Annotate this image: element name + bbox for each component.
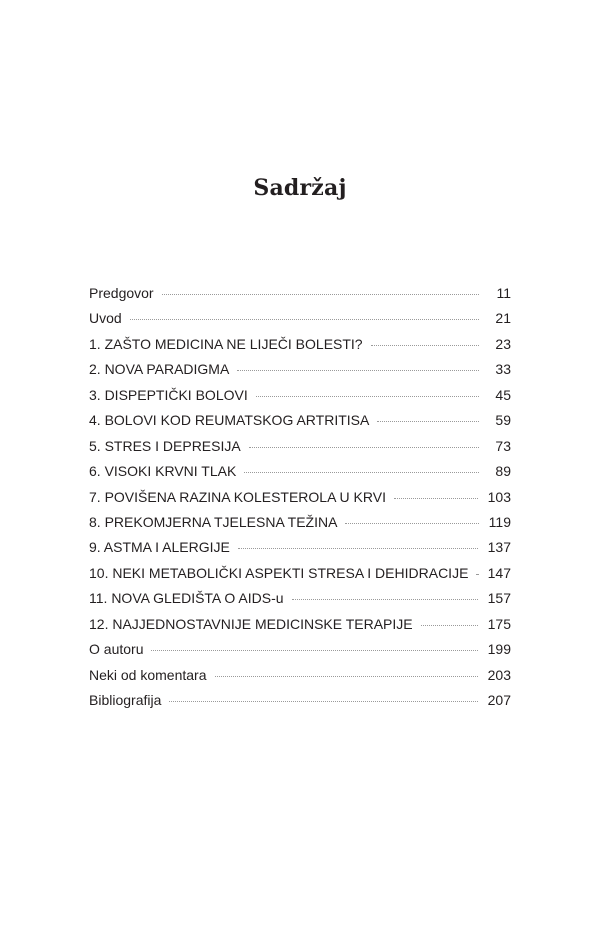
toc-page-number: 103 <box>487 488 511 505</box>
toc-entry-title: 4. BOLOVI KOD REUMATSKOG ARTRITISA <box>89 412 370 429</box>
toc-page-number: 119 <box>488 513 511 530</box>
toc-page-number: 199 <box>487 641 511 658</box>
toc-page-number: 157 <box>487 590 511 607</box>
toc-page-number: 207 <box>487 692 511 708</box>
toc-entry <box>89 283 511 308</box>
toc-entry-title: 12. NAJJEDNOSTAVNIJE MEDICINSKE TERAPIJE <box>89 615 413 632</box>
dot-leader <box>476 574 477 575</box>
toc-entry-title: Predgovor <box>89 285 154 301</box>
dot-leader <box>169 701 477 702</box>
toc-entry-title: 7. POVIŠENA RAZINA KOLESTEROLA U KRVI <box>89 488 386 505</box>
dot-leader <box>130 319 479 320</box>
toc-entry-title: Bibliografija <box>89 692 162 708</box>
dot-leader <box>345 523 478 524</box>
toc-entry-title: 9. ASTMA I ALERGIJE <box>89 539 230 556</box>
table-of-contents <box>89 283 511 715</box>
dot-leader <box>371 345 479 346</box>
toc-page-number: 33 <box>495 361 511 378</box>
toc-page-number: 45 <box>495 386 511 403</box>
dot-leader <box>244 472 479 473</box>
page-title: Sadržaj <box>253 174 347 201</box>
toc-entry <box>89 410 511 435</box>
toc-page-number: 73 <box>495 437 511 454</box>
toc-entry <box>89 665 511 690</box>
toc-entry <box>89 614 511 639</box>
toc-entry-title: 1. ZAŠTO MEDICINA NE LIJEČI BOLESTI? <box>89 335 363 352</box>
toc-page-number: 59 <box>495 412 511 429</box>
toc-page-number: 203 <box>487 666 511 683</box>
toc-entry <box>89 690 511 715</box>
toc-entry <box>89 639 511 664</box>
toc-entry-title: 8. PREKOMJERNA TJELESNA TEŽINA <box>89 513 338 530</box>
toc-entry-title: Uvod <box>89 310 122 327</box>
dot-leader <box>237 370 479 371</box>
toc-entry <box>89 385 511 410</box>
toc-page-number: 137 <box>487 539 511 556</box>
toc-entry <box>89 308 511 333</box>
toc-entry-title: 6. VISOKI KRVNI TLAK <box>89 463 237 480</box>
toc-page-number: 11 <box>496 285 511 301</box>
dot-leader <box>215 676 478 677</box>
toc-page-number: 23 <box>495 335 511 352</box>
toc-entry-title: 10. NEKI METABOLIČKI ASPEKTI STRESA I DEHIDRACIJE <box>89 564 469 581</box>
toc-entry-title: 11. NOVA GLEDIŠTA O AIDS-u <box>89 590 284 607</box>
toc-entry <box>89 487 511 512</box>
dot-leader <box>377 421 479 422</box>
toc-entry <box>89 537 511 562</box>
toc-entry <box>89 563 511 588</box>
dot-leader <box>162 294 479 295</box>
toc-page-number: 147 <box>487 564 511 581</box>
dot-leader <box>249 447 479 448</box>
dot-leader <box>421 625 478 626</box>
toc-page-number: 175 <box>487 615 511 632</box>
toc-entry <box>89 436 511 461</box>
toc-entry-title: Neki od komentara <box>89 666 207 683</box>
toc-entry <box>89 512 511 537</box>
dot-leader <box>151 650 477 651</box>
toc-entry-title: 3. DISPEPTIČKI BOLOVI <box>89 386 248 403</box>
toc-entry <box>89 334 511 359</box>
toc-entry <box>89 359 511 384</box>
toc-page-number: 21 <box>495 310 511 327</box>
dot-leader <box>238 548 478 549</box>
toc-entry <box>89 461 511 486</box>
dot-leader <box>292 599 478 600</box>
dot-leader <box>256 396 479 397</box>
toc-entry-title: O autoru <box>89 641 144 658</box>
toc-entry-title: 2. NOVA PARADIGMA <box>89 361 230 378</box>
toc-entry <box>89 588 511 613</box>
toc-page-number: 89 <box>495 463 511 480</box>
dot-leader <box>394 498 478 499</box>
toc-entry-title: 5. STRES I DEPRESIJA <box>89 437 241 454</box>
